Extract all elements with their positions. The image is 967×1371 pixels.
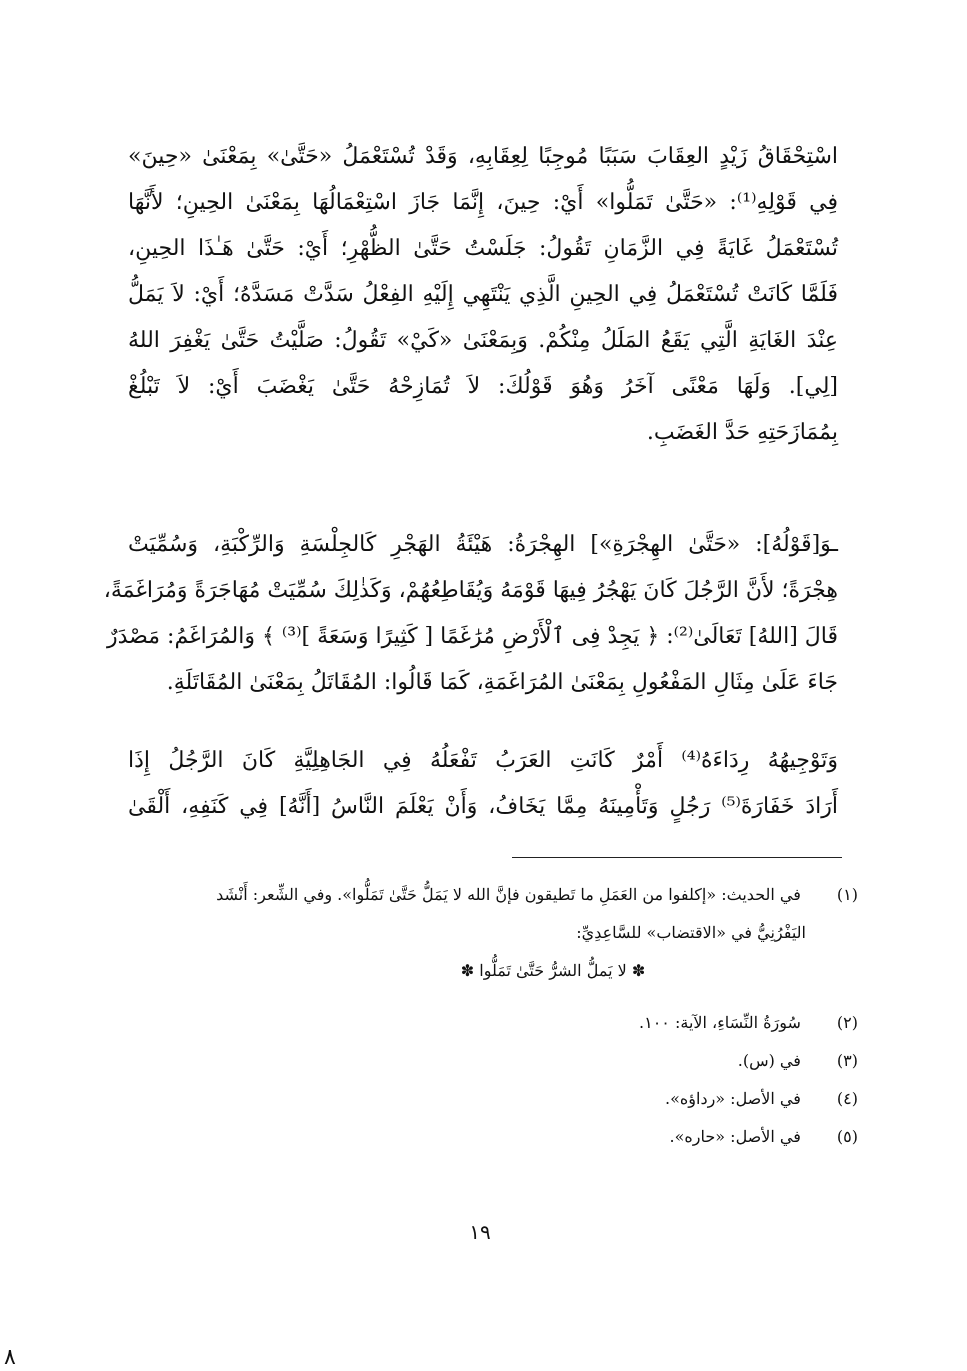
- text-line: قَالَ [اللهُ] تَعَالَىٰ⁽²⁾: ﴿ يَجِدْ فِى ٱلْأَرْضِ مُرَٰغَمًا [ كَثِيرًا وَسَعَةً ]⁽³⁾ ﴾ وَالمُرَاغَمُ: مَصْدَرٌ: [107, 624, 838, 649]
- footnote-number: (١): [836, 885, 858, 904]
- text-line: فَلَمَّا كَانَتْ تُسْتَعْمَلُ فِي الحِينِ الَّذِي يَنْتَهِي إِلَيْهِ الفِعْلُ سَدَّتْ مَسَدَّهُ؛ أَيْ: لاَ يَمَلُّ: [128, 282, 838, 307]
- text-line: اسْتِحْقَاقُ زَيْدٍ العِقَابَ سَبَبًا مُوجِبًا لِعِقَابِهِ، وَقَدْ تُسْتَعْمَلُ «حَتَّىٰ» بِمَعْنَىٰ «حِينَ»: [128, 144, 838, 169]
- footnote-continuation: اليَفْرُنِيُّ في «الاقتضاب» للسَّاعِدِيِّ:: [576, 923, 806, 942]
- footnote-text: في الأصل: «رداؤه».: [665, 1089, 801, 1108]
- text-line: [لِي]. وَلَهَا مَعْنًى آخَرُ وَهُوَ قَوْلُكَ: لاَ تُمَازِحْهُ حَتَّىٰ يَغْضَبَ أَيْ: لاَ تَبْلُغْ: [128, 374, 838, 399]
- footnote-number: (٥): [836, 1127, 858, 1146]
- text-line: تُسْتَعْمَلُ غَايَةً فِي الزَّمَانِ تَقُولُ: جَلَسْتُ حَتَّىٰ الظُّهْرِ؛ أَيْ: حَتَّىٰ هَـٰذَا الحِينِ،: [128, 236, 838, 261]
- footnote-3: [128, 1042, 858, 1080]
- footnote-separator: [512, 857, 842, 858]
- footnote-4: [128, 1080, 858, 1118]
- paragraph-2: [103, 522, 838, 706]
- footnote-5: [128, 1118, 858, 1156]
- footnote-number: (٢): [836, 1013, 858, 1032]
- footnote-2: [128, 1004, 858, 1042]
- text-line: وَتَوْجِيهُهُ رِدَاءَهُ⁽⁴⁾ أَمْرٌ كَانَتِ العَرَبُ تَفْعَلُهُ فِي الجَاهِلِيَّةِ كَانَ الرَّجُلُ إِذَا: [128, 748, 838, 773]
- text-line: أَرَادَ خَفَارَةَ⁽⁵⁾ رَجُلٍ وَتَأْمِينَهُ مِمَّا يَخَافُ، وَأَنْ يَعْلَمَ النَّاسُ [أَنَّهُ] فِي كَنَفِهِ، أَلْقَىٰ: [128, 794, 838, 819]
- text-line: فِي قَوْلِهِ⁽¹⁾: «حَتَّىٰ تَمَلُّوا» أَيْ: حِينَ، إِنَّمَا جَازَ اسْتِعْمَالُهَا بِمَعْنَىٰ الحِينِ؛ لأَنَّهَا: [128, 190, 838, 215]
- footnote-text: في (س).: [737, 1051, 801, 1070]
- footnote-text: في الحديث: «إكلفوا من العَمَلِ ما تَطيقون فإنَّ الله لا يَمَلُّ حَتَّىٰ تَمَلُّوا». وفي الشِّعر: أَنْشَد: [216, 885, 801, 904]
- footnotes-2-5: [128, 1004, 858, 1156]
- footnotes: [128, 876, 858, 1146]
- page-number: ١٩: [469, 1220, 491, 1244]
- corner-mark: ٨: [4, 1345, 16, 1370]
- footnote-text: في الأصل: «حاره».: [669, 1127, 801, 1146]
- text-line: عِنْدَ الغَايَةِ الَّتِي يَقَعُ المَلَلُ مِنْكُمْ. وَبِمَعْنَىٰ «كَيْ» تَقُولُ: صَلَّيْتُ حَتَّىٰ يَغْفِرَ اللهُ: [128, 328, 838, 353]
- text-line: ـوَ[قَوْلُهُ]: «حَتَّىٰ الهِجْرَةِ»] الهِجْرَةُ: هَيْئَةُ الهَجْرِ كَالجِلْسَةِ وَالرِّكْبَةِ، وَسُمِّيَتْ: [128, 532, 838, 557]
- text-line: هِجْرَةً؛ لأَنَّ الرَّجُلَ كَانَ يَهْجُرُ فِيهَا قَوْمَهُ وَيُقَاطِعُهُمْ، وَكَذٰلِكَ سُمِّيَتْ مُهَاجَرَةً وَمُرَاغَمَةً،: [103, 578, 838, 603]
- text-line: بِمُمَازَحَتِهِ حَدَّ الغَضَبِ.: [646, 420, 838, 445]
- text-line: جَاءَ عَلَىٰ مِثَالِ المَفْعُولِ بِمَعْنَىٰ المُرَاغَمَةِ، كَمَا قَالُوا: المُقَاتَلُ بِمَعْنَىٰ المُقَاتَلَةِ.: [166, 670, 838, 695]
- footnote-verse: ✽ لا يَملُّ الشرُّ حَتَّىٰ تَمَلُّوا ✽: [460, 961, 646, 980]
- footnote-text: سُورَةُ النِّسَاءِ، الآية: ١٠٠.: [639, 1013, 801, 1032]
- paragraph-3: [128, 738, 838, 830]
- paragraph-1: [128, 134, 838, 456]
- footnote-number: (٣): [836, 1051, 858, 1070]
- footnote-1: [128, 876, 858, 914]
- footnote-number: (٤): [836, 1089, 858, 1108]
